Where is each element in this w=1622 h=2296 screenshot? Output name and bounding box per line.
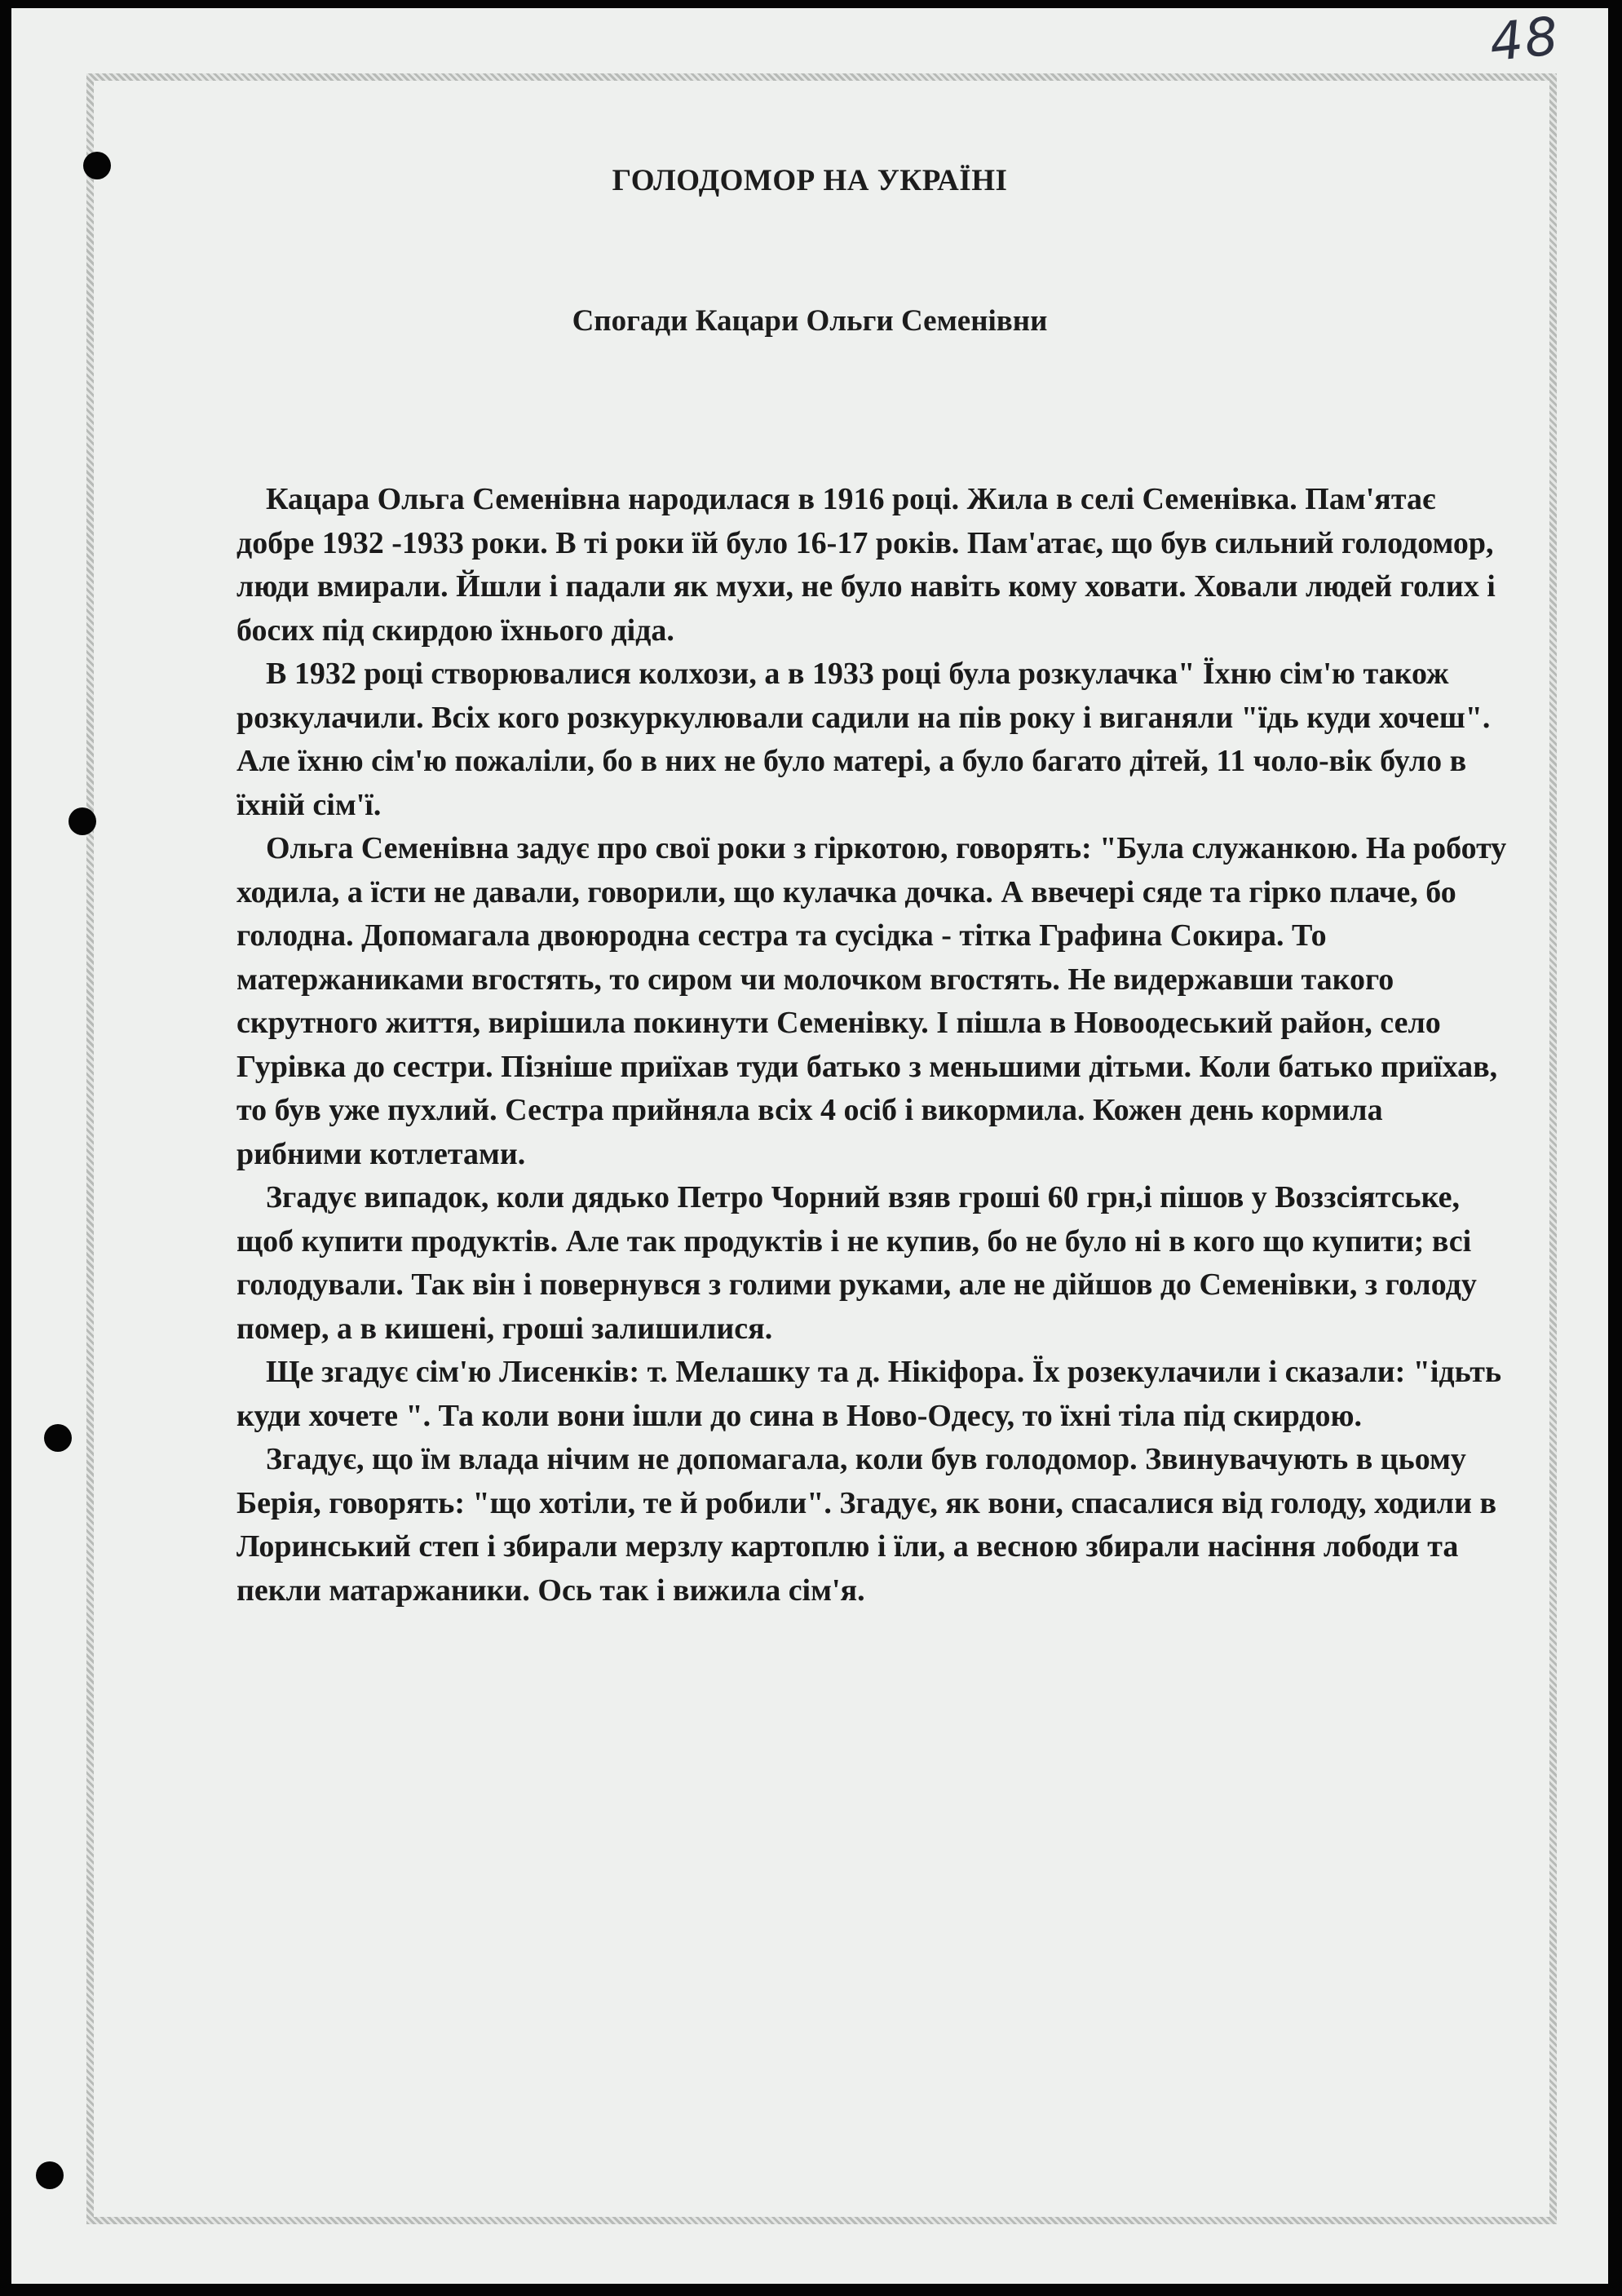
punch-hole-lower-middle xyxy=(44,1424,72,1452)
punch-hole-bottom xyxy=(36,2161,64,2189)
document-page xyxy=(11,8,1608,2284)
document-subtitle: Спогади Кацари Ольги Семенівни xyxy=(572,304,1048,338)
punch-hole-upper-middle xyxy=(69,807,96,835)
document-title: ГОЛОДОМОР НА УКРАЇНІ xyxy=(612,164,1008,197)
body-paragraph: Ще згадує сім'ю Лисенків: т. Мелашку та д. Нікіфора. Їх розекулачили і сказали: "ідьть куди хочете ". Та коли вони ішли до сина в Ново-Одесу, то їхні тіла під скирдою. xyxy=(236,1355,1502,1433)
body-paragraph: Згадує випадок, коли дядько Петро Чорний взяв гроші 60 грн,і пішов у Воззсіятське, щоб купити продуктів. Але так продуктів і не купив, бо не було ні в кого що купити; всі голодували. Так він і повернувся з голими руками, але не дійшов до Семенівки, з голоду помер, а в кишені, гроші залишилися. xyxy=(236,1180,1477,1346)
body-paragraph: В 1932 році створювалися колхози, а в 1933 році була розкулачка" Їхню сім'ю також розкулачили. Всіх кого розкуркулювали садили на пів року і виганяли "їдь куди хочеш". Але їхню сім'ю пожаліли, бо в них не було матері, а було багато дітей, 11 чоло-вік було в їхній сім'ї. xyxy=(236,657,1491,822)
document-body xyxy=(236,478,1509,1613)
body-paragraph: Кацара Ольга Семенівна народилася в 1916 році. Жила в селі Семенівка. Пам'ятає добре 1932 -1933 роки. В ті роки їй було 16-17 років. Пам'атає, що був сильний голодомор, люди вмирали. Йшли і падали як мухи, не було навіть кому ховати. Ховали людей голих і босих під скирдою їхнього діда. xyxy=(236,482,1496,648)
body-paragraph: Ольга Семенівна задує про свої роки з гіркотою, говорять: "Була служанкою. На роботу ходила, а їсти не давали, говорили, що кулачка дочка. А ввечері сяде та гірко плаче, бо голодна. Допомагала двоюродна сестра та сусідка - тітка Графина Сокира. То матержаниками вгостять, то сиром чи молочком вгостять. Не видержавши такого скрутного життя, вирішила покинути Семенівку. І пішла в Новоодеський район, село Гурівка до сестри. Пізніше приїхав туди батько з меньшими дітьми. Коли батько приїхав, то був уже пухлий. Сестра прийняла всіх 4 осіб і викормила. Кожен день кормила рибними котлетами. xyxy=(236,831,1507,1171)
body-paragraph: Згадує, що їм влада нічим не допомагала, коли був голодомор. Звинувачують в цьому Берія, говорять: "що хотіли, те й робили". Згадує, як вони, спасалися від голоду, ходили в Лоринський степ і збирали мерзлу картоплю і їли, а весною збирали насіння лободи та пекли матаржаники. Ось так і вижила сім'я. xyxy=(236,1442,1496,1608)
handwritten-page-number: 48 xyxy=(1486,6,1562,74)
